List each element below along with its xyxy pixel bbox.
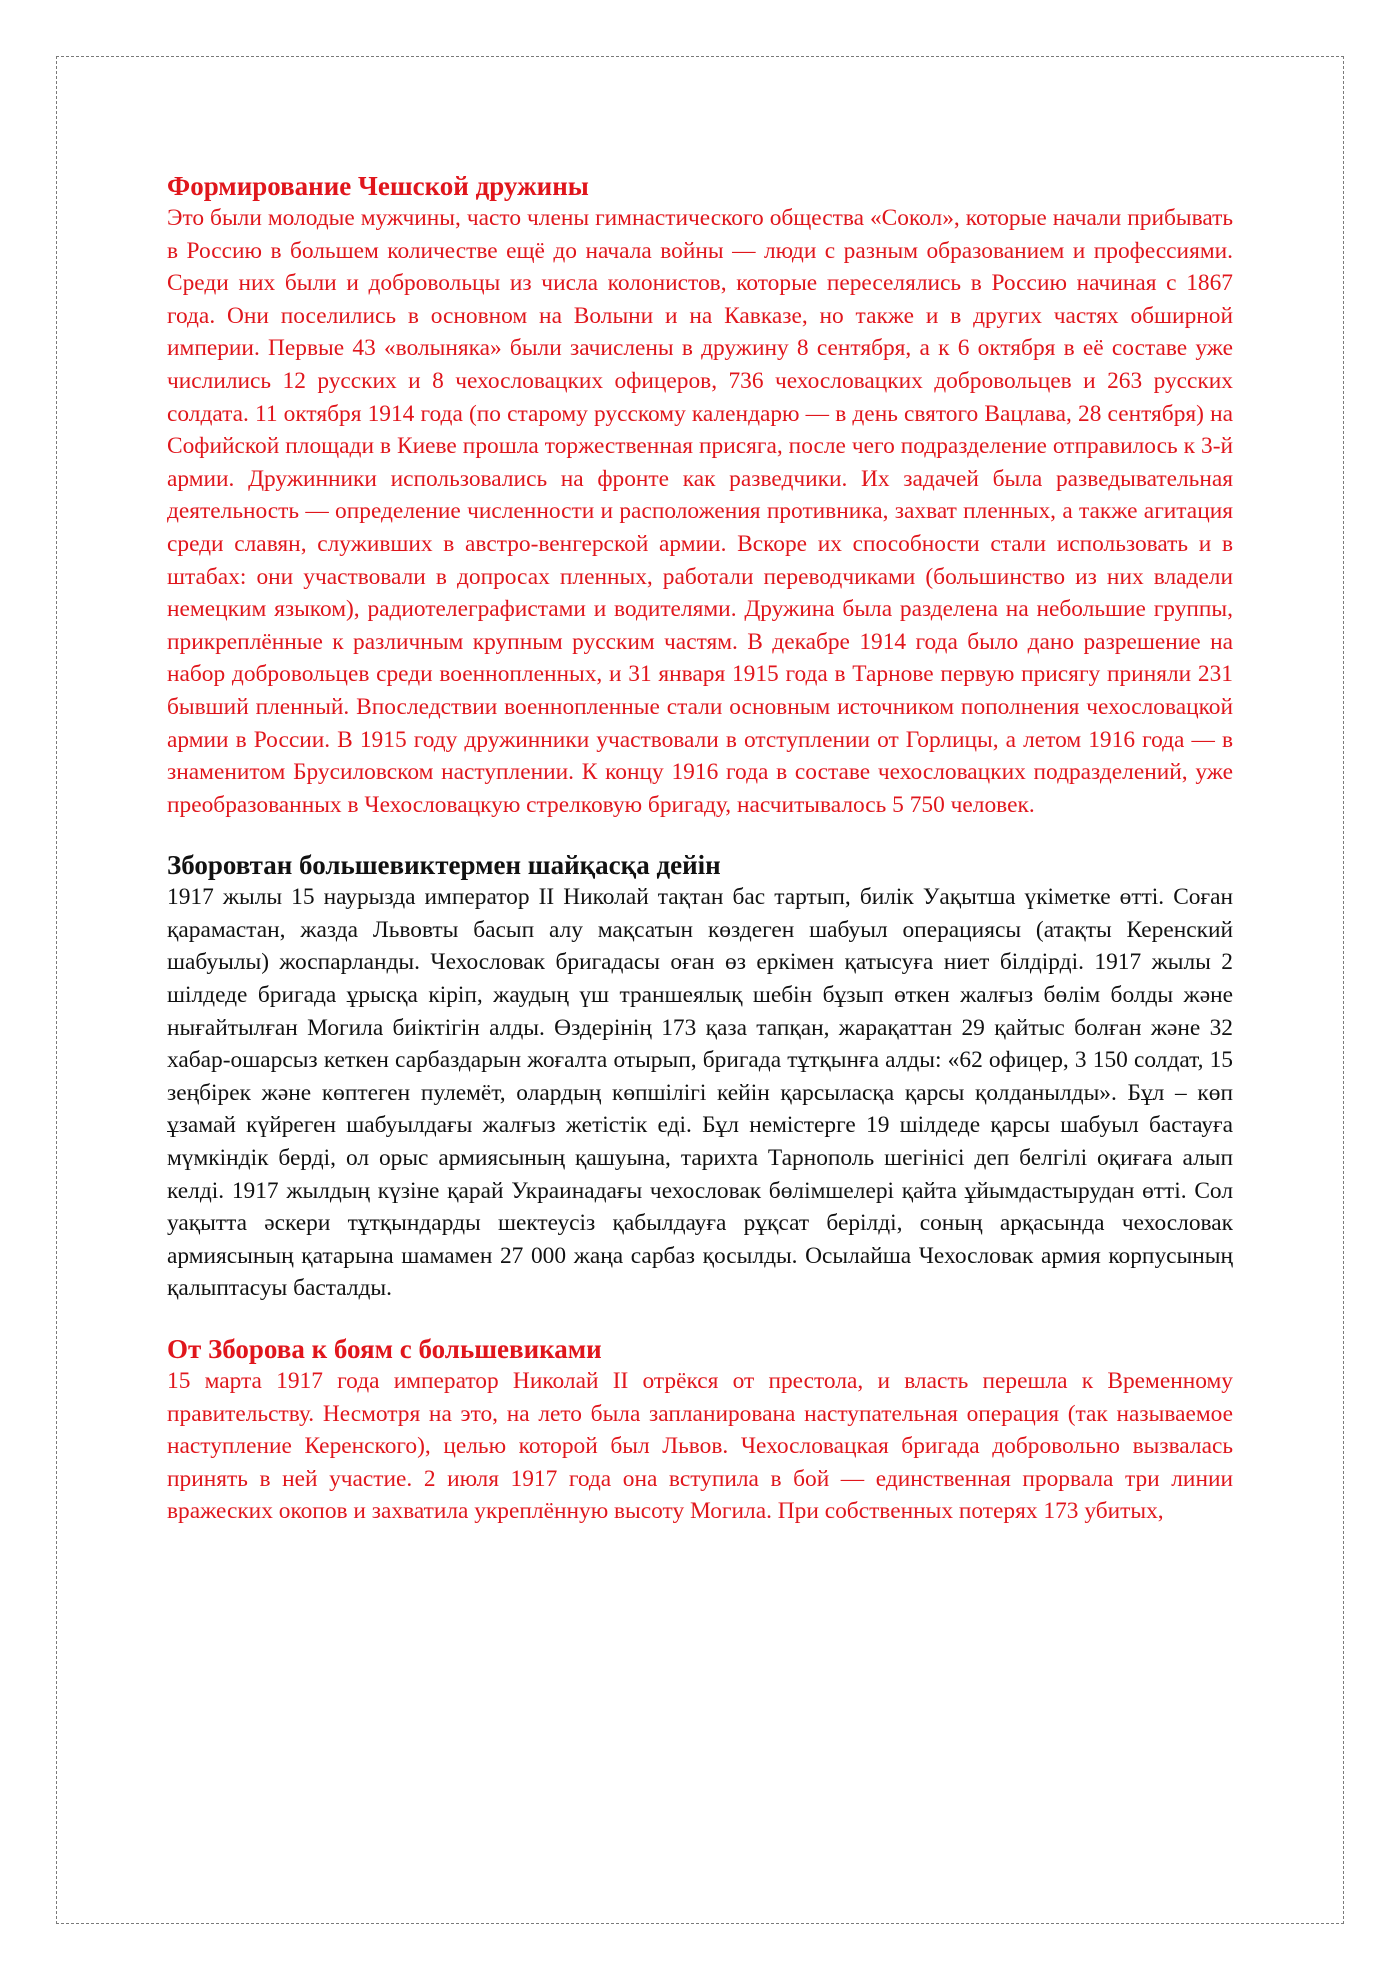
section-zborov-russian	[167, 1333, 1233, 1528]
section-gap	[167, 821, 1233, 849]
section-gap	[167, 1305, 1233, 1333]
section-heading: Формирование Чешской дружины	[167, 171, 589, 201]
section-paragraph: 15 марта 1917 года император Николай II отрёкся от престола, и власть перешла к Временному правительству. Несмотря на это, на лето была запланирована наступательная операция (так называемое наступление Керенского), целью которой был Львов. Чехословацкая бригада добровольно вызвалась принять в ней участие. 2 июля 1917 года она вступила в бой — единственная прорвала три линии вражеских окопов и захватила укреплённую высоту Могила. При собственных потерях 173 убитых,	[167, 1368, 1233, 1525]
section-heading: Зборовтан большевиктермен шайқасқа дейін	[167, 850, 721, 881]
section-czech-druzhina	[167, 170, 1233, 821]
document-body	[167, 170, 1233, 1528]
section-heading: От Зборова к боям с большевиками	[167, 1334, 602, 1364]
section-paragraph: 1917 жылы 15 наурызда император II Николай тақтан бас тартып, билік Уақытша үкіметке өтті. Соған қарамастан, жазда Львовты басып алу мақсатын көздеген шабуыл операциясы (атақты Керенский шабуылы) жоспарланды. Чехословак бригадасы оған өз еркімен қатысуға ниет білдірді. 1917 жылы 2 шілдеде бригада ұрысқа кіріп, жаудың үш траншеялық шебін бұзып өткен жалғыз бөлім болды және нығайтылған Могила биіктігін алды. Өздерінің 173 қаза тапқан, жарақаттан 29 қайтыс болған және 32 хабар-ошарсыз кеткен сарбаздарын жоғалта отырып, бригада тұтқынға алды: «62 офицер, 3 150 солдат, 15 зеңбірек және көптеген пулемёт, олардың көпшілігі кейін қарсыласқа қарсы қолданылды». Бұл – көп ұзамай күйреген шабуылдағы жалғыз жетістік еді. Бұл немістерге 19 шілдеде қарсы шабуыл бастауға мүмкіндік берді, ол орыс армиясының қашуына, тарихта Тарнополь шегінісі деп белгілі оқиғаға алып келді. 1917 жылдың күзіне қарай Украинадағы чехословак бөлімшелері қайта ұйымдастырудан өтті. Сол уақытта әскери тұтқындарды шектеусіз қабылдауға рұқсат берілді, соның арқасында чехословак армиясының қатарына шамамен 27 000 жаңа сарбаз қосылды. Осылайша Чехословак армия корпусының қалыптасуы басталды.	[167, 884, 1233, 1302]
section-paragraph: Это были молодые мужчины, часто члены гимнастического общества «Сокол», которые начали прибывать в Россию в большем количестве ещё до начала войны — люди с разным образованием и профессиями. Среди них были и добровольцы из числа колонистов, которые переселялись в Россию начиная с 1867 года. Они поселились в основном на Волыни и на Кавказе, но также и в других частях обширной империи. Первые 43 «волыняка» были зачислены в дружину 8 сентября, а к 6 октября в её составе уже числились 12 русских и 8 чехословацких офицеров, 736 чехословацких добровольцев и 263 русских солдата. 11 октября 1914 года (по старому русскому календарю — в день святого Вацлава, 28 сентября) на Софийской площади в Киеве прошла торжественная присяга, после чего подразделение отправилось к 3-й армии. Дружинники использовались на фронте как разведчики. Их задачей была разведывательная деятельность — определение численности и расположения противника, захват пленных, а также агитация среди славян, служивших в австро-венгерской армии. Вскоре их способности стали использовать и в штабах: они участвовали в допросах пленных, работали переводчиками (большинство из них владели немецким языком), радиотелеграфистами и водителями. Дружина была разделена на небольшие группы, прикреплённые к различным крупным русским частям. В декабре 1914 года было дано разрешение на набор добровольцев среди военнопленных, и 31 января 1915 года в Тарнове первую присягу приняли 231 бывший пленный. Впоследствии военнопленные стали основным источником пополнения чехословацкой армии в России. В 1915 году дружинники участвовали в отступлении от Горлицы, а летом 1916 года — в знаменитом Брусиловском наступлении. К концу 1916 года в составе чехословацких подразделений, уже преобразованных в Чехословацкую стрелковую бригаду, насчитывалось 5 750 человек.	[167, 205, 1233, 818]
section-zborov-kazakh	[167, 849, 1233, 1305]
